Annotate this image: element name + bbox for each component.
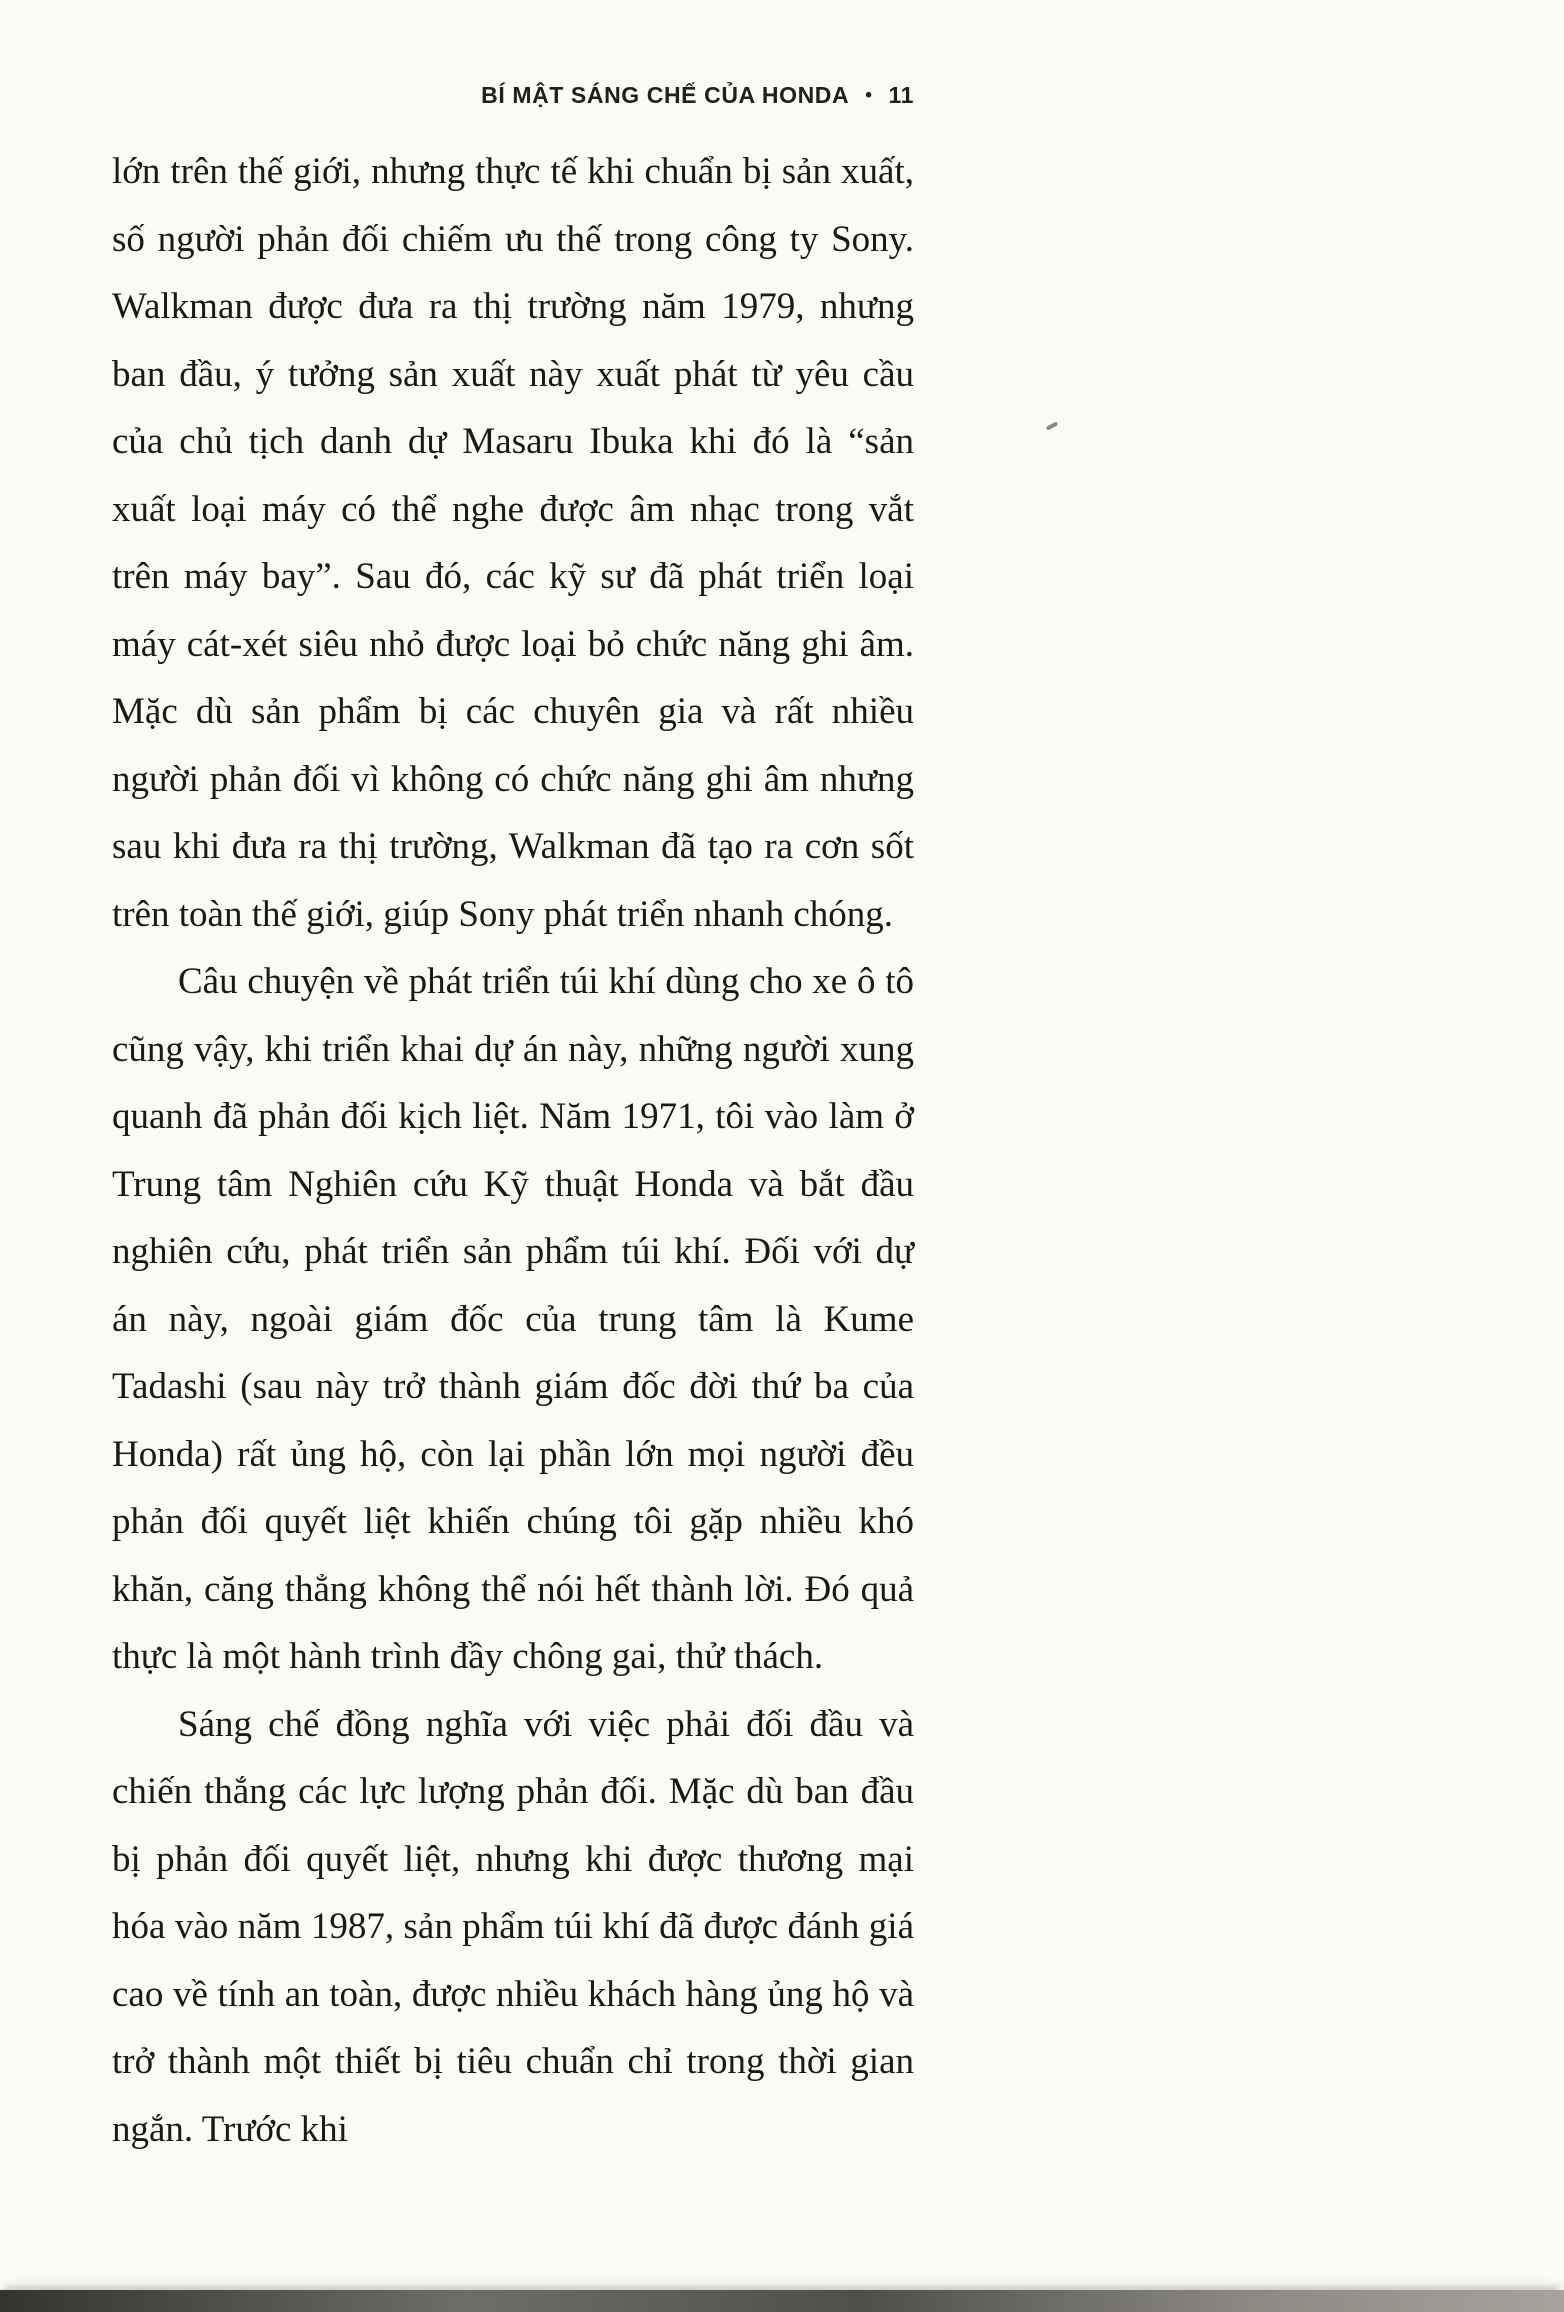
- running-header: [112, 82, 914, 109]
- page-body: [112, 138, 914, 2163]
- paragraph: Câu chuyện về phát triển túi khí dùng cho xe ô tô cũng vậy, khi triển khai dự án này, những người xung quanh đã phản đối kịch liệt. Năm 1971, tôi vào làm ở Trung tâm Nghiên cứu Kỹ thuật Honda và bắt đầu nghiên cứu, phát triển sản phẩm túi khí. Đối với dự án này, ngoài giám đốc của trung tâm là Kume Tadashi (sau này trở thành giám đốc đời thứ ba của Honda) rất ủng hộ, còn lại phần lớn mọi người đều phản đối quyết liệt khiến chúng tôi gặp nhiều khó khăn, căng thẳng không thể nói hết thành lời. Đó quả thực là một hành trình đầy chông gai, thử thách.: [112, 961, 914, 1677]
- page-number: 11: [888, 82, 914, 108]
- scan-artifact: [1046, 421, 1058, 430]
- header-title: BÍ MẬT SÁNG CHẾ CỦA HONDA: [481, 82, 850, 108]
- paragraph: Sáng chế đồng nghĩa với việc phải đối đầu và chiến thắng các lực lượng phản đối. Mặc dù ban đầu bị phản đối quyết liệt, nhưng khi được thương mại hóa vào năm 1987, sản phẩm túi khí đã được đánh giá cao về tính an toàn, được nhiều khách hàng ủng hộ và trở thành một thiết bị tiêu chuẩn chỉ trong thời gian ngắn. Trước khi: [112, 1703, 914, 2150]
- scan-bottom-edge: [0, 2290, 1564, 2312]
- header-separator-dot: •: [865, 85, 873, 106]
- paragraph-continued: lớn trên thế giới, nhưng thực tế khi chuẩn bị sản xuất, số người phản đối chiếm ưu thế trong công ty Sony. Walkman được đưa ra thị trường năm 1979, nhưng ban đầu, ý tưởng sản xuất này xuất phát từ yêu cầu của chủ tịch danh dự Masaru Ibuka khi đó là “sản xuất loại máy có thể nghe được âm nhạc trong vắt trên máy bay”. Sau đó, các kỹ sư đã phát triển loại máy cát-xét siêu nhỏ được loại bỏ chức năng ghi âm. Mặc dù sản phẩm bị các chuyên gia và rất nhiều người phản đối vì không có chức năng ghi âm nhưng sau khi đưa ra thị trường, Walkman đã tạo ra cơn sốt trên toàn thế giới, giúp Sony phát triển nhanh chóng.: [112, 151, 914, 935]
